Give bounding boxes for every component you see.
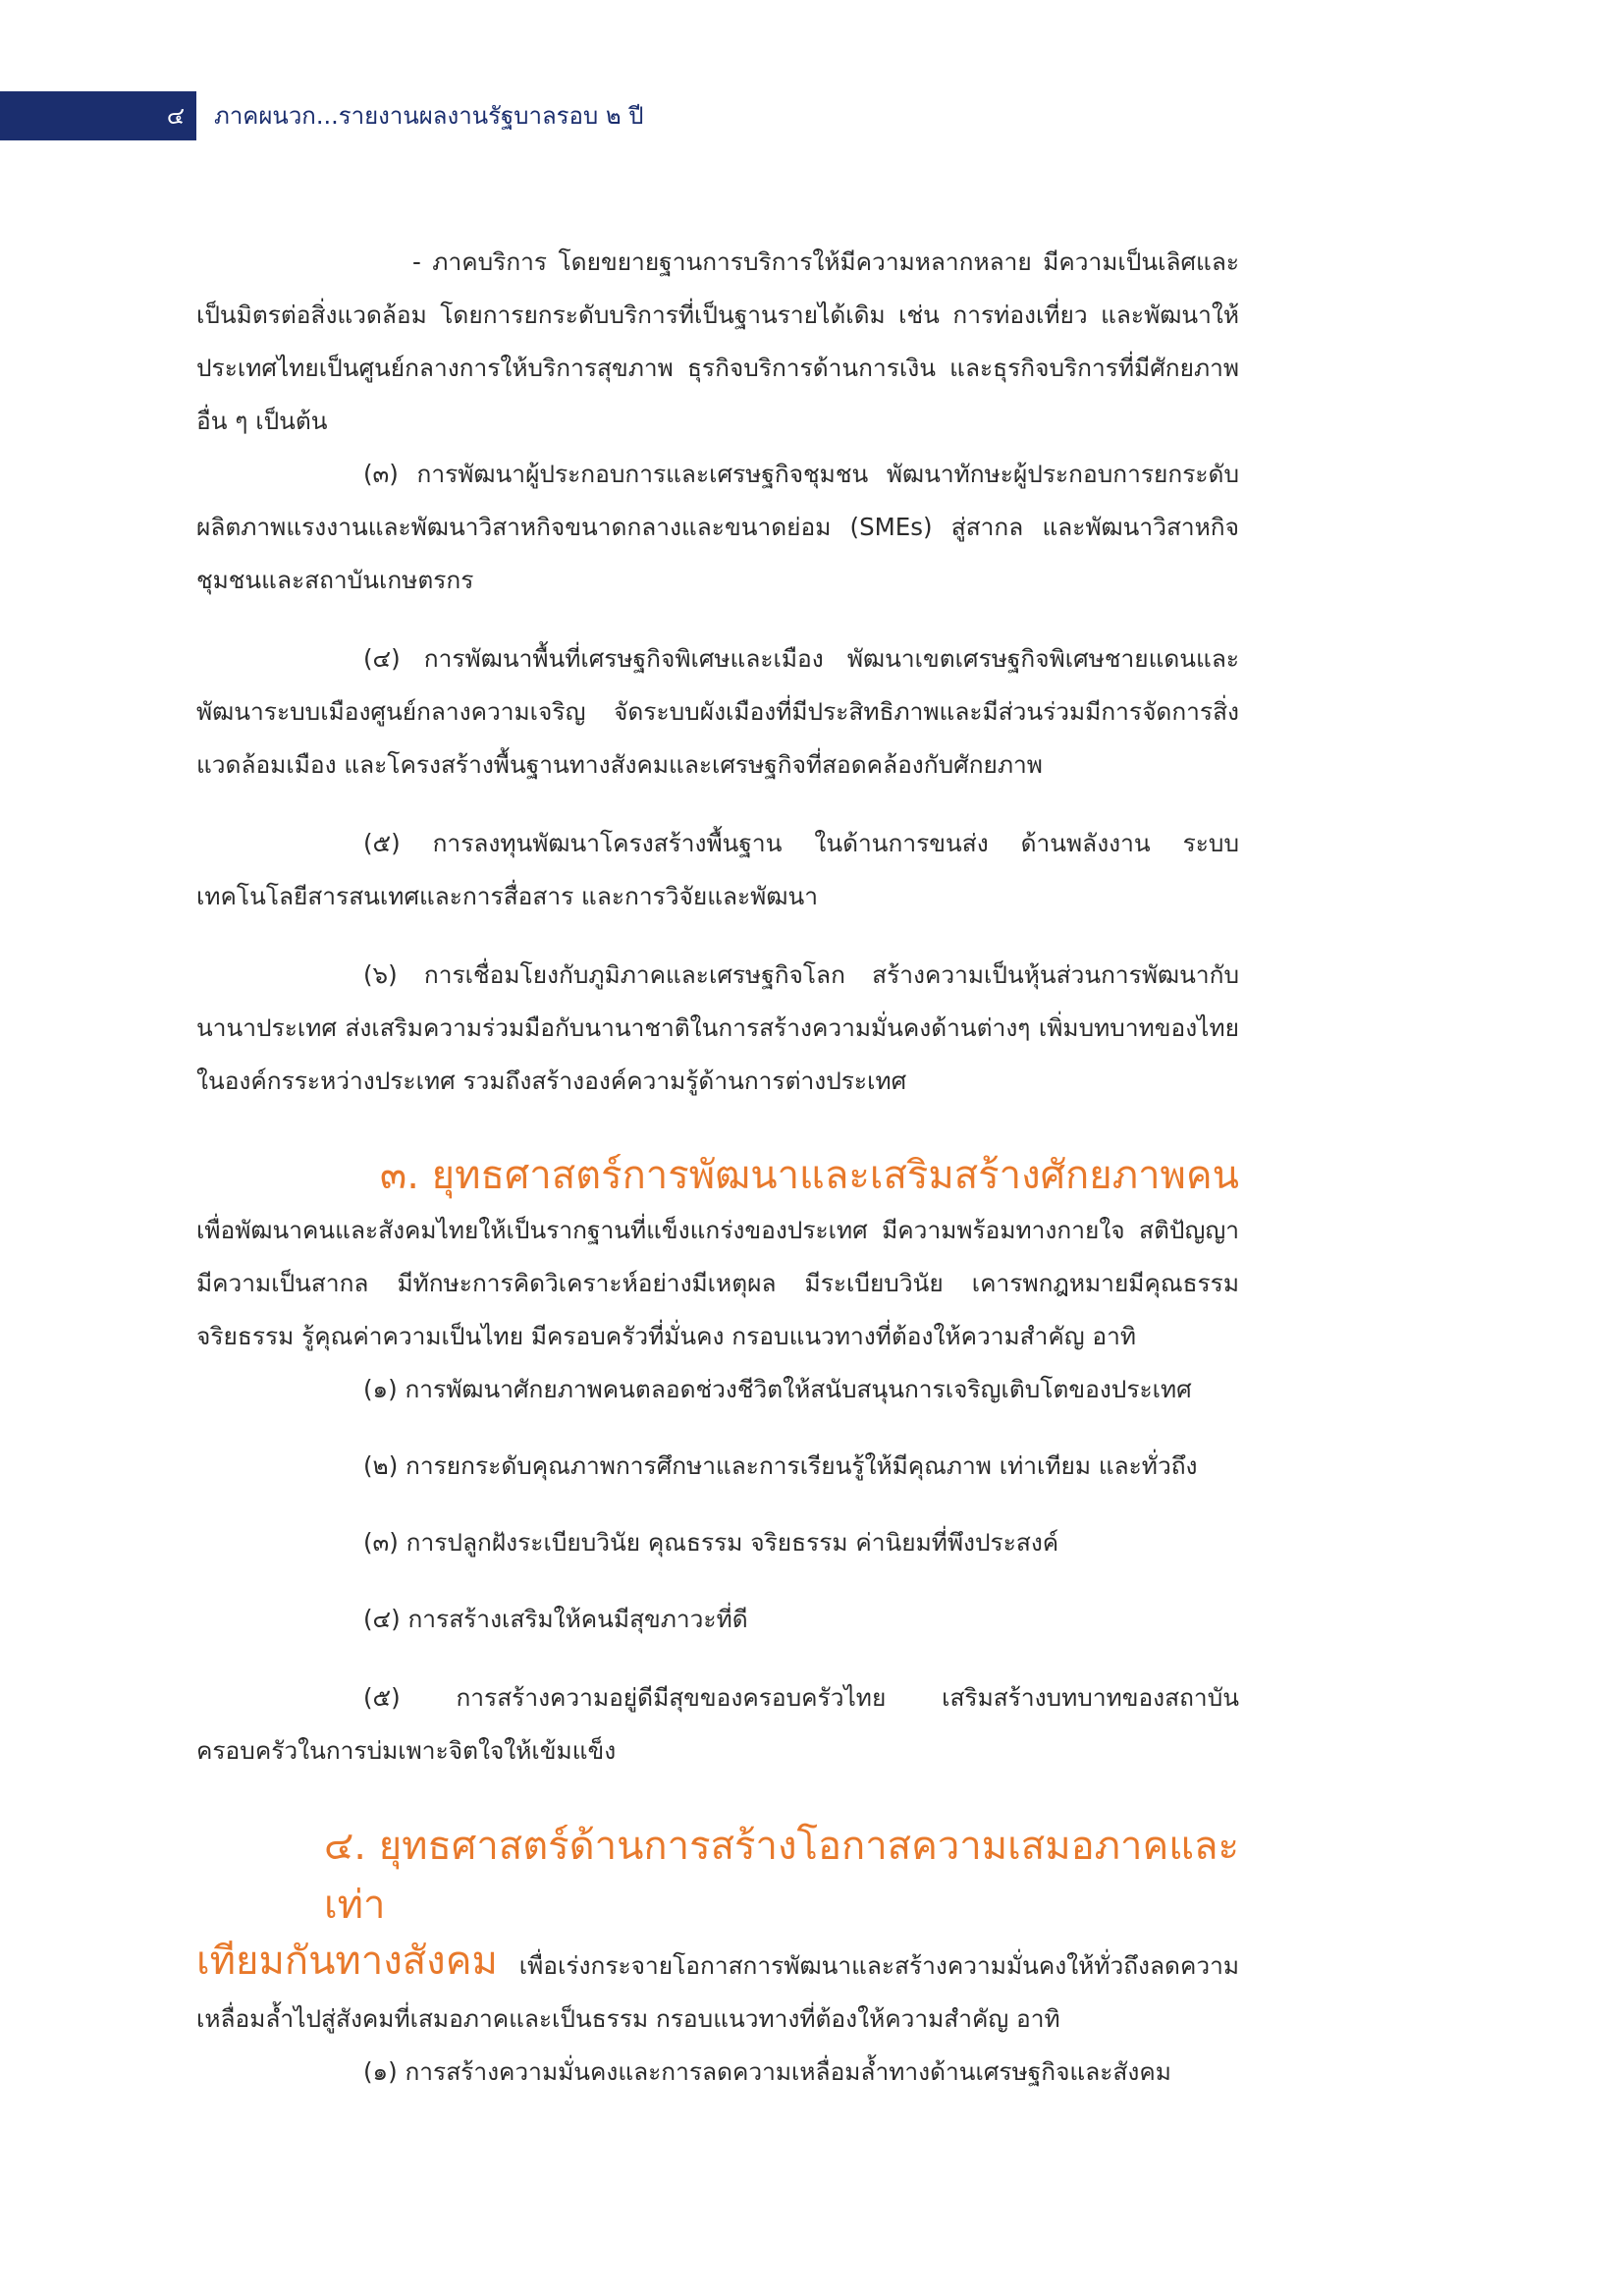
header-title: ภาคผนวก...รายงานผลงานรัฐบาลรอบ ๒ ปี bbox=[214, 102, 644, 130]
section-4-heading-continued: เทียมกันทางสังคม bbox=[196, 1939, 498, 1984]
section-3-item-3: (๓) การปลูกฝังระเบียบวินัย คุณธรรม จริยธรรม ค่านิยมที่พึงประสงค์ bbox=[363, 1528, 1059, 1557]
paragraph-item-3: (๓) การพัฒนาผู้ประกอบการและเศรษฐกิจชุมชน พัฒนาทักษะผู้ประกอบการยกระดับผลิตภาพแรงงานและพัฒนาวิสาหกิจขนาดกลางและขนาดย่อม (SMEs) สู่สากล และพัฒนาวิสาหกิจชุมชนและสถาบันเกษตรกร bbox=[196, 460, 1239, 594]
section-4-heading: ๔. ยุทธศาสตร์ด้านการสร้างโอกาสความเสมอภาคและเท่า bbox=[324, 1824, 1239, 1928]
section-3-item-4: (๔) การสร้างเสริมให้คนมีสุขภาวะที่ดี bbox=[363, 1605, 748, 1633]
section-4-intro-text: เพื่อเร่งกระจายโอกาสการพัฒนาและสร้างความมั่นคงให้ทั่วถึงลดความเหลื่อมล้ำไปสู่สังคมที่เสมอภาคและเป็นธรรม กรอบแนวทางที่ต้องให้ความสำคัญ อาทิ bbox=[196, 1951, 1239, 2033]
section-3-item-1: (๑) การพัฒนาศักยภาพคนตลอดช่วงชีวิตให้สนับสนุนการเจริญเติบโตของประเทศ bbox=[363, 1375, 1192, 1403]
paragraph-item-6: (๖) การเชื่อมโยงกับภูมิภาคและเศรษฐกิจโลก สร้างความเป็นหุ้นส่วนการพัฒนากับนานาประเทศ ส่งเสริมความร่วมมือกับนานาชาติในการสร้างความมั่นคงด้านต่างๆ เพิ่มบทบาทของไทยในองค์กรระหว่างประเทศ รวมถึงสร้างองค์ความรู้ด้านการต่างประเทศ bbox=[196, 960, 1239, 1095]
section-4-item-1: (๑) การสร้างความมั่นคงและการลดความเหลื่อมล้ำทางด้านเศรษฐกิจและสังคม bbox=[363, 2057, 1171, 2086]
document-body bbox=[196, 236, 1239, 2099]
section-4-intro bbox=[196, 1935, 1239, 2046]
section-3-item-2: (๒) การยกระดับคุณภาพการศึกษาและการเรียนรู้ให้มีคุณภาพ เท่าเทียม และทั่วถึง bbox=[363, 1451, 1198, 1480]
page-number: ๔ bbox=[166, 102, 185, 130]
paragraph-services: - ภาคบริการ โดยขยายฐานการบริการให้มีความหลากหลาย มีความเป็นเลิศและเป็นมิตรต่อสิ่งแวดล้อม โดยการยกระดับบริการที่เป็นฐานรายได้เดิม เช่น การท่องเที่ยว และพัฒนาให้ประเทศไทยเป็นศูนย์กลางการให้บริการสุขภาพ ธุรกิจบริการด้านการเงิน และธุรกิจบริการที่มีศักยภาพอื่น ๆ เป็นต้น bbox=[196, 247, 1239, 435]
section-3-item-5: (๕) การสร้างความอยู่ดีมีสุขของครอบครัวไทย เสริมสร้างบทบาทของสถาบันครอบครัวในการบ่มเพาะจิตใจให้เข้มแข็ง bbox=[196, 1683, 1239, 1765]
section-3-heading: ๓. ยุทธศาสตร์การพัฒนาและเสริมสร้างศักยภาพคน bbox=[379, 1153, 1239, 1198]
section-3-intro: เพื่อพัฒนาคนและสังคมไทยให้เป็นรากฐานที่แข็งแกร่งของประเทศ มีความพร้อมทางกายใจ สติปัญญา มีความเป็นสากล มีทักษะการคิดวิเคราะห์อย่างมีเหตุผล มีระเบียบวินัย เคารพกฎหมายมีคุณธรรม จริยธรรม รู้คุณค่าความเป็นไทย มีครอบครัวที่มั่นคง กรอบแนวทางที่ต้องให้ความสำคัญ อาทิ bbox=[196, 1216, 1239, 1350]
paragraph-item-5: (๕) การลงทุนพัฒนาโครงสร้างพื้นฐาน ในด้านการขนส่ง ด้านพลังงาน ระบบเทคโนโลยีสารสนเทศและการสื่อสาร และการวิจัยและพัฒนา bbox=[196, 829, 1239, 910]
paragraph-item-4: (๔) การพัฒนาพื้นที่เศรษฐกิจพิเศษและเมือง พัฒนาเขตเศรษฐกิจพิเศษชายแดนและพัฒนาระบบเมืองศูนย์กลางความเจริญ จัดระบบผังเมืองที่มีประสิทธิภาพและมีส่วนร่วมมีการจัดการสิ่งแวดล้อมเมือง และโครงสร้างพื้นฐานทางสังคมและเศรษฐกิจที่สอดคล้องกับศักยภาพ bbox=[196, 644, 1239, 779]
